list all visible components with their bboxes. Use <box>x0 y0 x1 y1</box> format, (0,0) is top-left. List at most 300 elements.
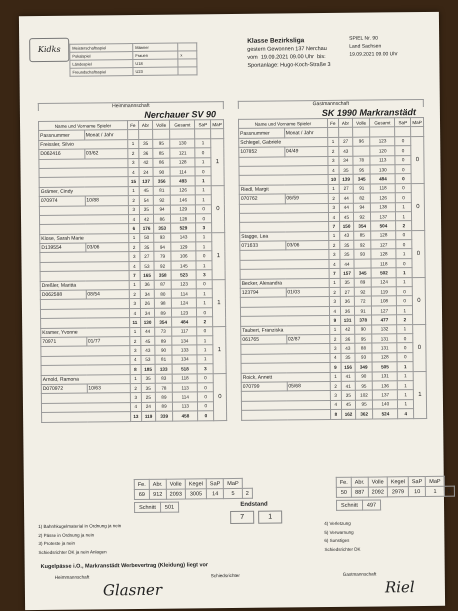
home-schnitt <box>134 502 179 513</box>
col-blank <box>395 127 411 137</box>
total-value: 5 <box>224 488 242 498</box>
score-cell: 1 <box>129 327 140 337</box>
score-cell: 3 <box>328 156 339 166</box>
sum-cell: 518 <box>172 364 197 374</box>
score-cell: 0 <box>197 279 213 289</box>
end-away: 1 <box>258 510 282 523</box>
meta-box <box>178 59 197 67</box>
score-sheet <box>19 12 451 610</box>
map-cell: 1 <box>212 279 225 326</box>
check-line: 6) Sonstiges <box>324 537 350 544</box>
col-blank <box>370 127 395 137</box>
score-cell: 3 <box>329 297 340 307</box>
map-cell: 1 <box>212 232 225 279</box>
score-cell: 3 <box>129 299 140 309</box>
check-line: Schiedsrichter DK ja nein Anlagen <box>38 548 107 555</box>
sum-cell: 484 <box>370 174 395 184</box>
score-cell: 127 <box>372 306 397 316</box>
score-cell: 0 <box>397 296 413 306</box>
score-cell: 4 <box>129 308 140 318</box>
score-cell: 82 <box>353 193 370 203</box>
sum-cell: 6 <box>128 224 139 234</box>
score-cell: 114 <box>170 167 195 177</box>
score-cell: 1 <box>330 372 341 382</box>
score-cell: 0 <box>196 251 212 261</box>
score-cell: 145 <box>171 261 196 271</box>
score-cell: 2 <box>130 336 141 346</box>
col-header: Volle <box>352 118 369 128</box>
score-cell: 143 <box>171 233 196 243</box>
col-blank <box>353 127 370 137</box>
score-cell: 36 <box>340 297 354 307</box>
score-cell: 1 <box>396 202 412 212</box>
sum-cell: 2 <box>197 317 213 327</box>
score-cell: 35 <box>339 165 353 175</box>
sum-cell: 130 <box>140 318 154 328</box>
player-date: 06/59 <box>285 194 328 204</box>
check-line: 4) Verletzung <box>324 520 351 527</box>
score-cell: 3 <box>130 346 141 356</box>
meta-value: U18 <box>133 59 178 67</box>
player-date: 02/87 <box>286 334 329 344</box>
score-cell: 3 <box>329 250 340 260</box>
sum-cell: 157 <box>340 268 354 278</box>
schnitt-label: Schnitt <box>135 502 161 512</box>
total-value: 887 <box>351 487 368 497</box>
total-value: 1 <box>426 486 444 496</box>
score-cell: 1 <box>197 336 213 346</box>
sum-cell: 2 <box>397 315 413 325</box>
sum-cell: 7 <box>329 269 340 279</box>
player-pass: D062588 <box>40 290 86 300</box>
score-cell: 131 <box>372 334 397 344</box>
sum-cell: 0 <box>396 174 412 184</box>
away-signature: Riel <box>384 578 415 597</box>
score-cell: 114 <box>171 289 196 299</box>
score-cell: 44 <box>340 259 354 269</box>
sum-row <box>42 411 227 422</box>
col-player-header: Name und Vorname Spieler <box>238 118 327 128</box>
away-team-name: SK 1990 Markranstädt <box>321 107 416 119</box>
score-cell: 4 <box>128 214 139 224</box>
class-sub: gestern Gewonnen 137 Nerchau <box>247 45 327 53</box>
score-cell: 129 <box>171 204 196 214</box>
sum-cell: 156 <box>341 362 355 372</box>
col-blank <box>338 128 352 138</box>
col-header: Volle <box>152 120 169 130</box>
sum-blank <box>42 412 131 422</box>
score-cell: 0 <box>196 204 212 214</box>
score-cell: 90 <box>355 372 372 382</box>
score-cell: 1 <box>398 371 414 381</box>
sum-cell: 358 <box>154 270 171 280</box>
score-cell: 3 <box>330 391 341 401</box>
map-cell: 0 <box>411 183 424 230</box>
score-cell: 123 <box>171 280 196 290</box>
sum-cell: 477 <box>372 315 397 325</box>
score-cell: 134 <box>172 355 197 365</box>
sum-cell: 3 <box>196 223 212 233</box>
checks-right <box>324 520 360 554</box>
sum-cell: 176 <box>139 224 153 234</box>
score-cell <box>353 146 370 156</box>
sum-cell: 9 <box>329 316 340 326</box>
score-cell: 2 <box>130 383 141 393</box>
score-cell: 124 <box>371 277 396 287</box>
player-name: Becker, Alexandra <box>240 278 329 288</box>
vom-label: vom <box>247 54 258 61</box>
endstand-label: Endstand <box>240 501 268 508</box>
player-name: Freissler, Silvio <box>39 139 128 149</box>
schnitt-label: Schnitt <box>336 500 362 510</box>
spiel-nr: 90 <box>372 35 378 42</box>
col-pass-header: Passnummer <box>239 128 285 138</box>
score-cell: 0 <box>198 373 214 383</box>
score-cell: 146 <box>170 195 195 205</box>
sum-cell: 139 <box>339 175 353 185</box>
score-cell: 4 <box>130 355 141 365</box>
col-blank <box>327 128 338 138</box>
col-header: Gesamt <box>370 118 395 128</box>
score-cell: 4 <box>330 400 341 410</box>
sum-cell: 354 <box>155 317 172 327</box>
meta-box: x <box>178 51 197 59</box>
score-cell: 4 <box>330 353 341 363</box>
sum-cell: 1 <box>196 176 212 186</box>
score-cell: 34 <box>339 156 353 166</box>
score-cell: 36 <box>340 306 354 316</box>
player-pass: 070762 <box>239 194 285 204</box>
score-cell: 45 <box>339 212 353 222</box>
meta-value: U23 <box>133 67 178 75</box>
score-cell: 87 <box>154 280 171 290</box>
score-cell: 130 <box>170 139 195 149</box>
score-cell: 0 <box>198 383 214 393</box>
player-date: 10/63 <box>87 384 130 394</box>
total-header: Abr. <box>351 477 368 487</box>
score-cell: 89 <box>155 336 172 346</box>
score-cell: 95 <box>353 165 370 175</box>
score-cell: 95 <box>355 381 372 391</box>
meta-label: Pokalspiel <box>70 52 133 61</box>
score-cell: 138 <box>371 202 396 212</box>
score-cell: 83 <box>155 374 172 384</box>
player-name: Grämer, Cindy <box>39 186 128 196</box>
sum-cell: 165 <box>140 271 154 281</box>
score-cell: 35 <box>139 139 153 149</box>
sportstaette-label: Sportanlage: <box>247 62 279 69</box>
player-name: Riedl, Margit <box>239 184 328 194</box>
total-value: 3005 <box>185 489 206 499</box>
player-date: 04/49 <box>284 147 327 157</box>
col-blank <box>170 129 195 139</box>
meta-label: Freundschaftsspiel <box>70 68 133 77</box>
score-cell: 1 <box>197 289 213 299</box>
score-cell: 113 <box>173 402 198 412</box>
match-header <box>247 37 331 70</box>
home-team-name: Nerchauer SV 90 <box>144 109 216 120</box>
total-header: SaP <box>206 479 224 489</box>
score-cell: 3 <box>128 205 139 215</box>
total-value: 2093 <box>166 489 185 499</box>
player-date: 03/06 <box>285 241 328 251</box>
score-cell: 50 <box>140 233 154 243</box>
score-cell: 73 <box>155 327 172 337</box>
score-cell: 128 <box>171 214 196 224</box>
home-totals <box>134 478 253 500</box>
col-header: MaP <box>210 120 223 130</box>
col-blank <box>127 130 138 140</box>
score-cell: 1 <box>396 249 412 259</box>
score-cell: 0 <box>397 334 413 344</box>
score-cell: 2 <box>129 289 140 299</box>
score-cell: 3 <box>129 252 140 262</box>
total-header: Volle <box>368 477 387 487</box>
score-cell: 126 <box>170 186 195 196</box>
score-cell: 0 <box>395 165 411 175</box>
score-cell: 136 <box>372 381 397 391</box>
score-cell: 4 <box>128 167 139 177</box>
score-cell: 90 <box>355 325 372 335</box>
score-cell: 1 <box>398 399 414 409</box>
score-cell: 1 <box>196 232 212 242</box>
club-logo: Kidks <box>29 38 69 62</box>
sig-label-ref: Schiedsrichter <box>210 572 240 579</box>
score-cell: 1 <box>397 324 413 334</box>
score-cell: 34 <box>140 289 154 299</box>
score-cell: 27 <box>339 184 353 194</box>
sum-cell: 339 <box>156 411 173 421</box>
score-cell: 96 <box>353 137 370 147</box>
score-cell: 1 <box>196 242 212 252</box>
score-cell: 44 <box>141 327 155 337</box>
sum-cell: 162 <box>341 409 355 419</box>
player-name: Klose, Sarah Marie <box>40 233 129 243</box>
score-cell: 94 <box>153 205 170 215</box>
score-cell: 1 <box>197 354 213 364</box>
score-cell <box>354 259 371 269</box>
score-cell: 45 <box>139 186 153 196</box>
score-cell: 1 <box>195 138 211 148</box>
score-cell: 1 <box>396 212 412 222</box>
score-cell: 119 <box>371 287 396 297</box>
score-cell: 0 <box>196 214 212 224</box>
score-cell: 130 <box>370 165 395 175</box>
sum-cell: 133 <box>155 364 172 374</box>
score-cell: 1 <box>196 261 212 271</box>
map-cell: 1 <box>413 371 426 418</box>
sum-cell: 8 <box>330 409 341 419</box>
score-cell: 0 <box>197 326 213 336</box>
score-cell: 2 <box>128 149 139 159</box>
col-header: MaP <box>410 117 423 127</box>
score-cell: 88 <box>355 343 372 353</box>
score-cell: 89 <box>155 392 172 402</box>
player-name: Kramer, Yvonne <box>41 327 130 337</box>
score-cell: 90 <box>153 167 170 177</box>
total-header: Fe. <box>336 477 351 487</box>
player-name: Dreßler, Maritta <box>40 280 129 290</box>
score-cell: 34 <box>140 308 154 318</box>
score-cell: 85 <box>153 148 170 158</box>
away-schnitt <box>336 499 381 510</box>
score-cell: 26 <box>140 299 154 309</box>
col-blank <box>138 130 152 140</box>
player-name: Arnold, Ramona <box>41 374 130 384</box>
score-cell: 114 <box>173 392 198 402</box>
sum-cell: 7 <box>129 271 140 281</box>
score-cell: 43 <box>141 346 155 356</box>
total-header: MaP <box>224 478 242 488</box>
away-players <box>238 117 427 420</box>
col-pass-header: Passnummer <box>39 130 85 140</box>
sum-cell: 7 <box>328 222 339 232</box>
score-cell: 92 <box>354 240 371 250</box>
score-cell: 1 <box>328 184 339 194</box>
score-cell: 4 <box>329 259 340 269</box>
score-cell: 92 <box>154 261 171 271</box>
score-cell: 128 <box>372 353 397 363</box>
score-cell: 137 <box>373 390 398 400</box>
sum-cell: 458 <box>173 411 198 421</box>
score-cell: 0 <box>198 392 214 402</box>
score-cell: 1 <box>129 280 140 290</box>
score-cell: 91 <box>353 184 370 194</box>
sum-cell: 1 <box>397 268 413 278</box>
sum-cell: 13 <box>130 412 141 422</box>
col-header: SaP <box>395 118 411 128</box>
col-header: Fe <box>327 118 338 128</box>
sum-cell: 523 <box>171 270 196 280</box>
score-cell: 0 <box>395 146 411 156</box>
col-blank <box>153 130 170 140</box>
sum-cell: 137 <box>139 177 153 187</box>
score-cell: 131 <box>372 371 397 381</box>
score-cell: 45 <box>141 336 155 346</box>
score-cell: 128 <box>170 157 195 167</box>
score-cell: 0 <box>397 343 413 353</box>
player-pass: D062416 <box>39 149 85 159</box>
player-pass: 061765 <box>241 335 287 345</box>
score-cell: 35 <box>141 383 155 393</box>
score-cell: 89 <box>154 308 171 318</box>
score-cell: 93 <box>154 233 171 243</box>
score-cell: 4 <box>329 306 340 316</box>
home-team-section <box>38 101 227 422</box>
score-cell: 0 <box>396 183 412 193</box>
score-cell: 129 <box>171 242 196 252</box>
date-line: 19.09.2021 09.00 Uhr <box>260 54 315 61</box>
score-cell: 118 <box>172 373 197 383</box>
score-cell: 4 <box>328 165 339 175</box>
score-cell: 0 <box>195 167 211 177</box>
score-cell: 121 <box>170 148 195 158</box>
score-cell: 89 <box>354 278 371 288</box>
sportstaette: Hugo-Koch-Straße 3 <box>280 61 331 69</box>
sum-cell: 10 <box>328 175 339 185</box>
score-cell: 95 <box>355 400 372 410</box>
score-cell: 94 <box>353 203 370 213</box>
score-cell: 41 <box>341 372 355 382</box>
score-cell: 25 <box>141 393 155 403</box>
score-cell: 43 <box>339 146 353 156</box>
score-cell: 0 <box>197 308 213 318</box>
player-pass: D070972 <box>41 384 87 394</box>
player-name: Taubert, Franziska <box>241 325 330 335</box>
score-cell: 44 <box>339 193 353 203</box>
check-line: 2) Pässe in Ordnung ja nein <box>38 531 95 538</box>
score-cell: 42 <box>139 214 153 224</box>
meta-box <box>178 67 197 75</box>
sum-cell: 493 <box>170 176 195 186</box>
score-cell: 0 <box>397 352 413 362</box>
total-value: 912 <box>149 489 166 499</box>
score-cell: 98 <box>154 299 171 309</box>
score-cell: 1 <box>127 139 138 149</box>
score-cell: 108 <box>372 296 397 306</box>
score-cell: 92 <box>353 212 370 222</box>
col-player-header: Name und Vorname Spieler <box>39 121 128 131</box>
bis-value: 19.09.2021 09.00 Uhr <box>349 51 398 58</box>
score-cell: 35 <box>341 353 355 363</box>
score-cell: 35 <box>340 240 354 250</box>
sum-cell: 3 <box>198 364 214 374</box>
total-header: SaP <box>408 476 426 486</box>
total-value: 2092 <box>368 487 387 497</box>
map-cell: 0 <box>412 230 425 277</box>
score-cell: 41 <box>341 381 355 391</box>
score-cell: 89 <box>155 402 172 412</box>
score-cell: 81 <box>155 355 172 365</box>
score-cell: 128 <box>371 249 396 259</box>
match-type-table <box>69 42 197 76</box>
score-cell: 118 <box>370 184 395 194</box>
score-cell: 27 <box>140 252 154 262</box>
away-totals <box>336 476 455 498</box>
sig-label-away: Gastmannschaft <box>342 571 377 577</box>
score-cell: 1 <box>128 186 139 196</box>
score-cell: 131 <box>372 343 397 353</box>
sum-cell: 378 <box>355 315 372 325</box>
class-label: Klasse Bezirksliga <box>247 37 305 45</box>
total-map: 2 <box>242 488 252 498</box>
score-cell: 93 <box>355 353 372 363</box>
score-cell: 137 <box>371 212 396 222</box>
sum-cell: 9 <box>330 363 341 373</box>
score-cell: 113 <box>370 155 395 165</box>
player-date: 01/03 <box>286 288 329 298</box>
col-header: Fe <box>127 120 138 130</box>
score-cell: 0 <box>396 258 412 268</box>
score-cell: 36 <box>341 334 355 344</box>
score-cell: 117 <box>172 326 197 336</box>
score-cell: 1 <box>327 137 338 147</box>
sum-cell: 1 <box>398 362 414 372</box>
col-month-header: Monat / Jahr <box>284 128 327 138</box>
score-cell: 54 <box>139 195 153 205</box>
total-value: 50 <box>336 487 351 497</box>
sum-cell: 484 <box>172 317 197 327</box>
player-date: 08/54 <box>86 290 129 300</box>
score-cell: 81 <box>153 186 170 196</box>
sum-blank <box>242 410 331 420</box>
player-date: 10/88 <box>85 196 128 206</box>
score-cell: 53 <box>141 355 155 365</box>
meta-value: Frauen <box>133 51 178 59</box>
player-pass: 071633 <box>240 241 286 251</box>
sum-cell: 15 <box>128 177 139 187</box>
score-cell: 36 <box>139 148 153 158</box>
